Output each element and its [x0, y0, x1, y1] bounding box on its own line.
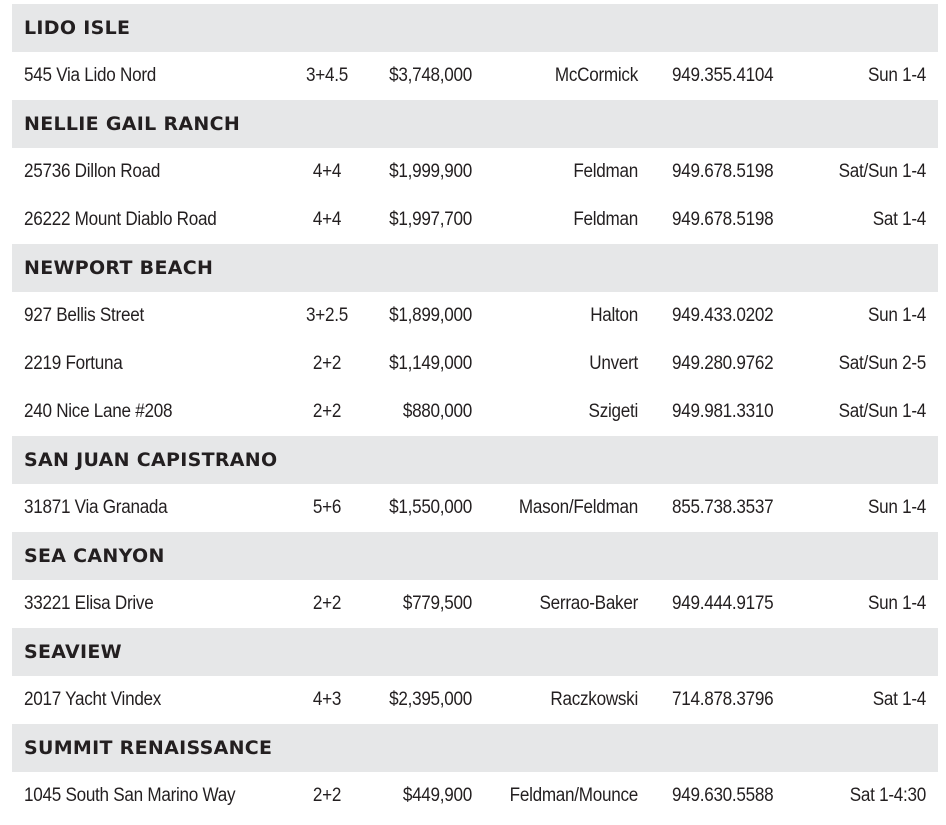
listing-beds-baths: 3+4.5	[306, 65, 348, 86]
listing-agent: Halton	[590, 305, 638, 326]
listing-row	[12, 148, 938, 196]
listing-phone: 714.878.3796	[672, 689, 774, 710]
listing-hours: Sun 1-4	[867, 497, 926, 518]
listing-address: 25736 Dillon Road	[24, 161, 161, 182]
listing-price: $1,149,000	[389, 353, 472, 374]
listing-hours: Sat 1-4:30	[849, 785, 926, 806]
listing-address: 545 Via Lido Nord	[24, 65, 157, 86]
listing-address: 2219 Fortuna	[24, 353, 123, 374]
area-header: NEWPORT BEACH	[12, 244, 938, 292]
listing-phone: 949.678.5198	[672, 209, 774, 230]
listing-price: $779,500	[402, 593, 472, 614]
listing-address: 240 Nice Lane #208	[24, 401, 173, 422]
listing-beds-baths: 4+4	[312, 209, 342, 230]
listing-row	[12, 52, 938, 100]
listing-hours: Sat/Sun 1-4	[838, 161, 926, 182]
listing-hours: Sat/Sun 1-4	[838, 401, 926, 422]
listing-agent: McCormick	[554, 65, 638, 86]
listing-hours: Sat 1-4	[872, 689, 926, 710]
listing-phone: 855.738.3537	[672, 497, 774, 518]
area-header: NELLIE GAIL RANCH	[12, 100, 938, 148]
listing-price: $449,900	[402, 785, 472, 806]
listing-price: $880,000	[402, 401, 472, 422]
area-header: SEAVIEW	[12, 628, 938, 676]
listing-address: 26222 Mount Diablo Road	[24, 209, 217, 230]
listing-phone: 949.678.5198	[672, 161, 774, 182]
listing-agent: Serrao-Baker	[539, 593, 638, 614]
listing-row	[12, 676, 938, 724]
listing-agent: Raczkowski	[550, 689, 638, 710]
listing-agent: Feldman/Mounce	[509, 785, 638, 806]
listing-hours: Sun 1-4	[867, 593, 926, 614]
listing-address: 1045 South San Marino Way	[24, 785, 236, 806]
listing-agent: Feldman	[573, 161, 638, 182]
area-header: SEA CANYON	[12, 532, 938, 580]
listing-row	[12, 772, 938, 820]
listing-beds-baths: 3+2.5	[306, 305, 348, 326]
listing-price: $1,997,700	[389, 209, 472, 230]
listing-phone: 949.444.9175	[672, 593, 774, 614]
listing-address: 33221 Elisa Drive	[24, 593, 154, 614]
listing-agent: Szigeti	[588, 401, 638, 422]
listing-row	[12, 388, 938, 436]
listing-address: 2017 Yacht Vindex	[24, 689, 162, 710]
area-header: SUMMIT RENAISSANCE	[12, 724, 938, 772]
area-header: SAN JUAN CAPISTRANO	[12, 436, 938, 484]
listing-phone: 949.433.0202	[672, 305, 774, 326]
listing-row	[12, 292, 938, 340]
listing-address: 31871 Via Granada	[24, 497, 168, 518]
listing-hours: Sat/Sun 2-5	[838, 353, 926, 374]
listing-beds-baths: 4+4	[312, 161, 342, 182]
listing-phone: 949.355.4104	[672, 65, 774, 86]
listing-phone: 949.981.3310	[672, 401, 774, 422]
listing-beds-baths: 4+3	[312, 689, 342, 710]
listing-price: $2,395,000	[389, 689, 472, 710]
listing-row	[12, 196, 938, 244]
open-house-listings	[12, 4, 938, 820]
listing-hours: Sun 1-4	[867, 305, 926, 326]
listing-address: 927 Bellis Street	[24, 305, 144, 326]
listing-price: $1,999,900	[389, 161, 472, 182]
listing-beds-baths: 2+2	[312, 593, 342, 614]
listing-phone: 949.280.9762	[672, 353, 774, 374]
area-header: LIDO ISLE	[12, 4, 938, 52]
listing-agent: Feldman	[573, 209, 638, 230]
listing-beds-baths: 5+6	[312, 497, 342, 518]
listing-phone: 949.630.5588	[672, 785, 774, 806]
listing-row	[12, 484, 938, 532]
listing-row	[12, 580, 938, 628]
listing-price: $3,748,000	[389, 65, 472, 86]
listing-hours: Sat 1-4	[872, 209, 926, 230]
listing-beds-baths: 2+2	[312, 353, 342, 374]
listing-hours: Sun 1-4	[867, 65, 926, 86]
listing-row	[12, 340, 938, 388]
listing-beds-baths: 2+2	[312, 401, 342, 422]
listing-beds-baths: 2+2	[312, 785, 342, 806]
listing-agent: Mason/Feldman	[518, 497, 638, 518]
listing-price: $1,550,000	[389, 497, 472, 518]
listing-agent: Unvert	[589, 353, 638, 374]
listing-price: $1,899,000	[389, 305, 472, 326]
